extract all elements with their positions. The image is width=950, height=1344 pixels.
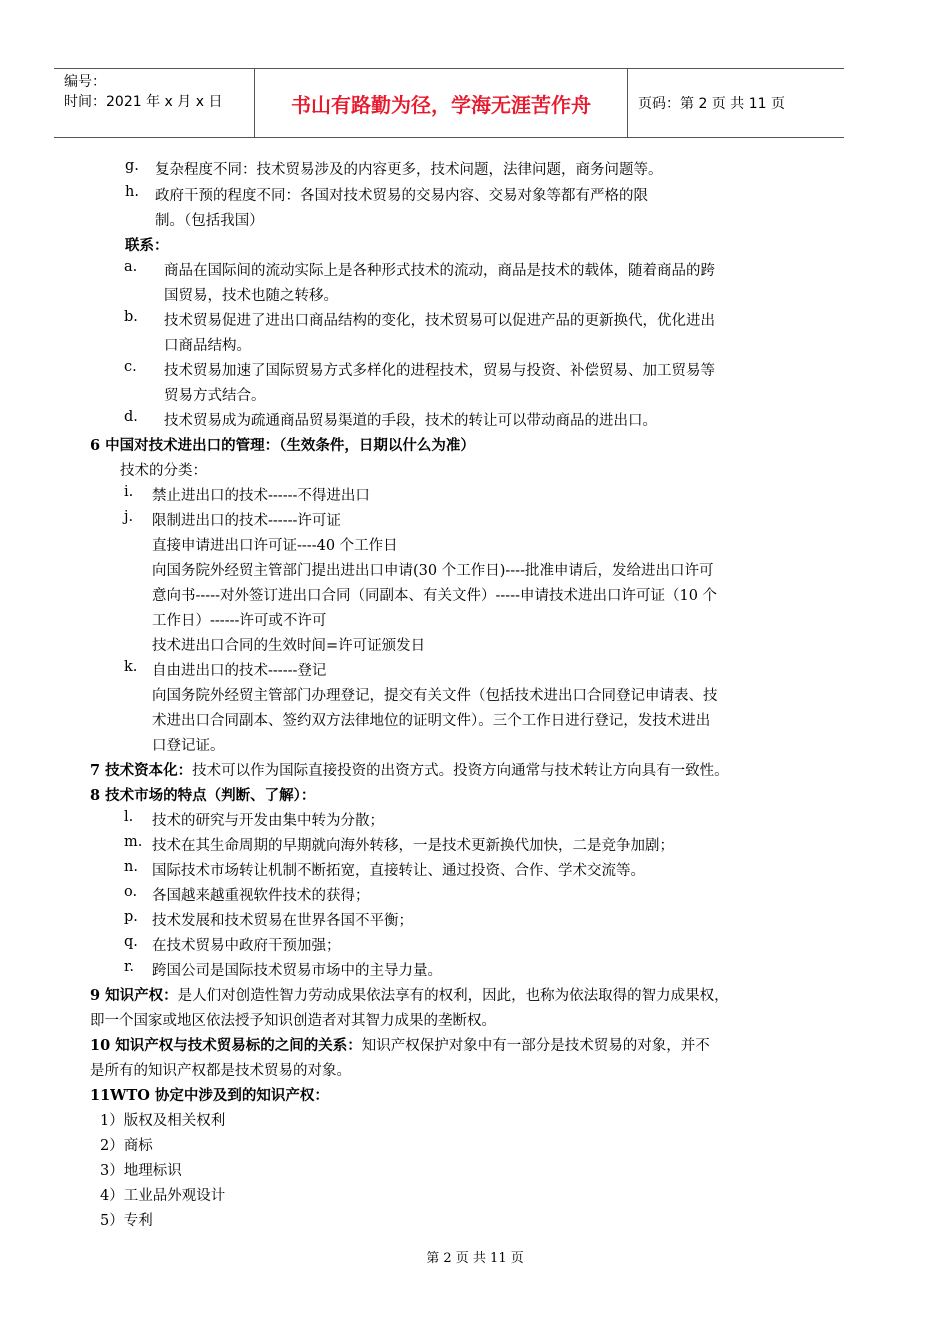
- text-line: [155, 184, 648, 205]
- text-line: [152, 559, 713, 580]
- text-line: [152, 484, 370, 505]
- text-line: [152, 659, 326, 680]
- line-text: 口登记证。: [152, 738, 225, 754]
- list-marker: c.: [124, 359, 137, 375]
- header-motto: 书山有路勤为径，学海无涯苦作舟: [255, 69, 628, 137]
- text-line: [164, 259, 715, 280]
- text-line: [100, 1159, 182, 1180]
- line-text: 技术贸易成为疏通商品贸易渠道的手段，技术的转让可以带动商品的进出口。: [164, 413, 657, 429]
- page-header: [54, 68, 844, 138]
- line-text: 2）商标: [100, 1138, 153, 1154]
- line-text: 向国务院外经贸主管部门提出进出口申请(30 个工作日)----批准申请后，发给进出口许可: [152, 563, 714, 579]
- line-text: 贸易方式结合。: [164, 388, 266, 404]
- bold-heading: 联系：: [125, 237, 169, 254]
- text-line: [152, 809, 384, 830]
- text-line: [90, 434, 475, 455]
- header-page-label: 页码：第 2 页 共 11 页: [638, 96, 785, 112]
- list-marker: n.: [124, 859, 138, 875]
- line-text: 国贸易，技术也随之转移。: [164, 288, 338, 304]
- list-marker: j.: [124, 509, 134, 525]
- text-line: [100, 1184, 225, 1205]
- line-text: 跨国公司是国际技术贸易市场中的主导力量。: [152, 963, 442, 979]
- text-line: [90, 984, 729, 1005]
- line-text: 3）地理标识: [100, 1163, 182, 1179]
- text-line: [152, 709, 710, 730]
- bold-heading: 8 技术市场的特点（判断、了解）：: [90, 787, 316, 804]
- line-text: 即一个国家或地区依法授予知识创造者对其智力成果的垄断权。: [90, 1013, 496, 1029]
- text-line: [152, 734, 225, 755]
- text-line: [152, 959, 442, 980]
- line-text: 意向书-----对外签订进出口合同（同副本、有关文件）-----申请技术进出口许可证（10 个: [152, 588, 718, 604]
- line-text: 直接申请进出口许可证----40 个工作日: [152, 538, 398, 554]
- bold-heading: 9 知识产权：: [90, 987, 178, 1004]
- text-line: [90, 759, 729, 780]
- text-line: [152, 584, 717, 605]
- number-label: 编号：: [64, 74, 106, 90]
- text-line: [90, 1084, 329, 1105]
- bold-heading: 11WTO 协定中涉及到的知识产权：: [90, 1087, 329, 1104]
- line-text: 是人们对创造性智力劳动成果依法享有的权利，因此，也称为依法取得的智力成果权，: [177, 988, 729, 1004]
- text-line: [90, 1059, 351, 1080]
- text-line: [90, 1009, 496, 1030]
- text-line: [152, 934, 341, 955]
- list-marker: b.: [124, 309, 138, 325]
- text-line: [152, 909, 413, 930]
- line-text: 技术进出口合同的生效时间=许可证颁发日: [152, 638, 426, 654]
- list-marker: o.: [124, 884, 138, 900]
- text-line: [152, 534, 398, 555]
- line-text: 向国务院外经贸主管部门办理登记，提交有关文件（包括技术进出口合同登记申请表、技: [152, 688, 718, 704]
- text-line: [100, 1109, 225, 1130]
- list-marker: k.: [124, 659, 138, 675]
- text-line: [164, 409, 657, 430]
- line-text: 政府干预的程度不同：各国对技术贸易的交易内容、交易对象等都有严格的限: [155, 188, 648, 204]
- line-text: 技术的分类：: [120, 463, 207, 479]
- line-text: 国际技术市场转让机制不断拓宽，直接转让、通过投资、合作、学术交流等。: [152, 863, 645, 879]
- line-text: 知识产权保护对象中有一部分是技术贸易的对象，并不: [361, 1038, 710, 1054]
- text-line: [90, 1034, 710, 1055]
- text-line: [164, 334, 251, 355]
- text-line: [164, 359, 715, 380]
- text-line: [152, 834, 674, 855]
- page-footer: 第 2 页 共 11 页: [426, 1251, 524, 1266]
- line-text: 技术贸易加速了国际贸易方式多样化的进程技术，贸易与投资、补偿贸易、加工贸易等: [164, 363, 715, 379]
- line-text: 4）工业品外观设计: [100, 1188, 226, 1204]
- line-text: 是所有的知识产权都是技术贸易的对象。: [90, 1063, 351, 1079]
- list-marker: i.: [124, 484, 134, 500]
- text-line: [90, 784, 315, 805]
- text-line: [100, 1134, 153, 1155]
- list-marker: a.: [124, 259, 138, 275]
- line-text: 5）专利: [100, 1213, 153, 1229]
- text-line: [125, 234, 169, 255]
- line-text: 自由进出口的技术------登记: [152, 663, 327, 679]
- list-marker: r.: [124, 959, 134, 975]
- header-left-cell: [54, 69, 255, 137]
- line-text: 技术可以作为国际直接投资的出资方式。投资方向通常与技术转让方向具有一致性。: [192, 763, 729, 779]
- text-line: [152, 509, 341, 530]
- list-marker: m.: [124, 834, 143, 850]
- text-line: [164, 309, 715, 330]
- text-line: [152, 859, 645, 880]
- line-text: 技术发展和技术贸易在世界各国不平衡；: [152, 913, 413, 929]
- line-text: 口商品结构。: [164, 338, 251, 354]
- list-marker: q.: [124, 934, 138, 950]
- line-text: 1）版权及相关权利: [100, 1113, 226, 1129]
- line-text: 复杂程度不同：技术贸易涉及的内容更多，技术问题，法律问题，商务问题等。: [155, 162, 663, 178]
- text-line: [164, 284, 338, 305]
- text-line: [155, 158, 663, 179]
- list-marker: l.: [124, 809, 134, 825]
- list-marker: d.: [124, 409, 138, 425]
- list-marker: g.: [125, 158, 139, 174]
- text-line: [152, 634, 425, 655]
- line-text: 各国越来越重视软件技术的获得；: [152, 888, 370, 904]
- line-text: 禁止进出口的技术------不得进出口: [152, 488, 370, 504]
- text-line: [120, 459, 207, 480]
- text-line: [164, 384, 266, 405]
- line-text: 商品在国际间的流动实际上是各种形式技术的流动，商品是技术的载体，随着商品的跨: [164, 263, 715, 279]
- bold-heading: 10 知识产权与技术贸易标的之间的关系：: [90, 1037, 362, 1054]
- line-text: 限制进出口的技术------许可证: [152, 513, 341, 529]
- line-text: 技术贸易促进了进出口商品结构的变化，技术贸易可以促进产品的更新换代，优化进出: [164, 313, 715, 329]
- text-line: [152, 884, 370, 905]
- text-line: [100, 1209, 153, 1230]
- line-text: 技术在其生命周期的早期就向海外转移，一是技术更新换代加快，二是竞争加剧；: [152, 838, 674, 854]
- time-label: 时间：2021 年 x 月 x 日: [64, 94, 223, 110]
- text-line: [155, 209, 264, 230]
- line-text: 工作日）------许可或不许可: [152, 613, 327, 629]
- line-text: 在技术贸易中政府干预加强；: [152, 938, 341, 954]
- text-line: [152, 609, 326, 630]
- line-text: 术进出口合同副本、签约双方法律地位的证明文件）。三个工作日进行登记，发技术进出: [152, 713, 711, 729]
- line-text: 制。（包括我国）: [155, 213, 264, 229]
- line-text: 技术的研究与开发由集中转为分散；: [152, 813, 384, 829]
- text-line: [152, 684, 718, 705]
- list-marker: h.: [125, 184, 139, 200]
- bold-heading: 7 技术资本化：: [90, 762, 193, 779]
- bold-heading: 6 中国对技术进出口的管理：（生效条件，日期以什么为准）: [90, 437, 475, 454]
- list-marker: p.: [124, 909, 138, 925]
